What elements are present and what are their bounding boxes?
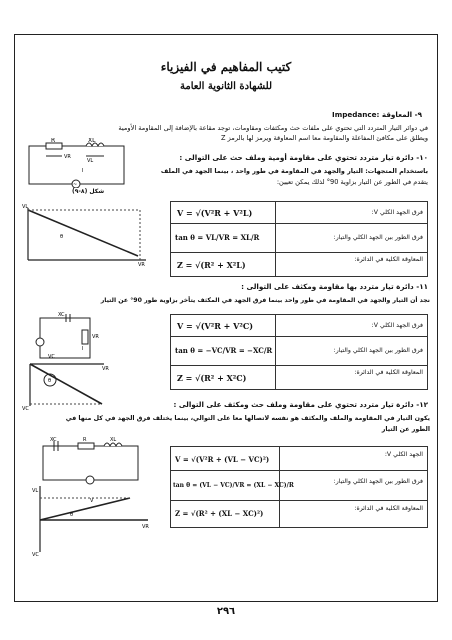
svg-text:I: I	[82, 346, 84, 352]
section9-line2: ويطلق على مكافئ المفاعلة والمقاومة معا اسم المعاوقة ويرمز لها بالرمز Z	[221, 134, 428, 142]
svg-text:θ: θ	[48, 378, 52, 384]
book-title: كتيب المفاهيم في الفيزياء	[160, 60, 292, 74]
svg-text:VR: VR	[92, 334, 99, 340]
svg-text:I: I	[82, 168, 84, 174]
svg-text:VC: VC	[22, 406, 29, 412]
section9-heading: ٩- المعاوقة :Impedance	[332, 110, 422, 119]
svg-text:θ: θ	[70, 512, 74, 518]
label-voltage-rl: فرق الجهد الكلي V:	[371, 209, 423, 216]
section12-equations	[170, 446, 428, 528]
section10-equations	[170, 201, 428, 277]
svg-text:VR: VR	[138, 262, 145, 268]
figure-caption: شكل (٨-٩)	[72, 188, 105, 195]
eq-impedance-rl: Z = √(R² + X²L)	[177, 260, 246, 270]
section11-line1: نجد أن التيار والجهد في المقاومة في طور واحد بينما فرق الجهد في المكثف يتأخر بزاوية طور 90° عن التيار	[100, 297, 430, 304]
eq-tan-rl: tan θ = VL/VR = XL/R	[175, 233, 260, 242]
svg-text:~: ~	[73, 182, 78, 188]
label-voltage-rlc: الجهد الكلي V:	[384, 451, 423, 458]
section12-heading: ١٢- دائرة تيار متردد تحتوي على مقاومة وملف حث ومكثف على التوالى :	[173, 400, 428, 409]
eq-voltage-rlc: V = √(V²R + (VL − VC)²)	[175, 455, 270, 464]
section10-line1: باستخدام المتجهات: التيار والجهد في المقاومة في طور واحد ، بينما الجهد في الملف	[160, 167, 428, 175]
label-impedance-rl: المعاوقة الكلية في الدائرة:	[354, 256, 423, 263]
label-impedance-rlc: المعاوقة الكلية في الدائرة:	[354, 505, 423, 512]
eq-impedance-rlc: Z = √(R² + (XL − XC)²)	[175, 509, 264, 518]
svg-text:VC: VC	[32, 552, 39, 557]
section9-line1: في دوائر التيار المتردد التي تحتوي على ملفات حث ومكثفات ومقاومات، توجد مقاعة بالإضافة إلى المقاومة الأومية	[118, 124, 428, 132]
eq-tan-rlc: tan θ = (VL − VC)/VR = (XL − XC)/R	[173, 482, 294, 489]
rl-phasor-diagram	[20, 198, 160, 268]
label-tan-rl: فرق الطور بين الجهد الكلي والتيار:	[333, 234, 423, 241]
svg-text:VL: VL	[32, 488, 39, 494]
eq-voltage-rl: V = √(V²R + V²L)	[177, 208, 253, 218]
svg-text:XC: XC	[58, 312, 65, 318]
svg-text:VR: VR	[64, 154, 71, 160]
svg-text:XC: XC	[50, 437, 57, 443]
section12-line1: يكون التيار في المقاومة والملف والمكثف هو نفسه لاتصالها معا على التوالي، بينما يختلف فرق الجهد في كل منها في	[65, 415, 430, 422]
label-voltage-rc: فرق الجهد الكلي V:	[371, 322, 423, 329]
svg-text:VR: VR	[142, 524, 149, 530]
svg-text:VL: VL	[87, 158, 94, 164]
rlc-phasor-diagram	[30, 482, 160, 557]
section12-line2: الطور عن التيار	[381, 426, 430, 433]
section11-equations	[170, 314, 428, 390]
label-tan-rc: فرق الطور بين الجهد الكلي والتيار:	[333, 347, 423, 354]
svg-text:VR: VR	[102, 366, 109, 372]
label-impedance-rc: المعاوقة الكلية في الدائرة:	[354, 369, 423, 376]
rlc-circuit-diagram	[38, 436, 148, 486]
svg-text:XL: XL	[110, 437, 117, 443]
eq-voltage-rc: V = √(V²R + V²C)	[177, 321, 254, 331]
svg-text:θ: θ	[60, 234, 64, 240]
page-number: ٢٩٦	[216, 606, 236, 617]
svg-text:R: R	[51, 138, 56, 144]
eq-tan-rc: tan θ = −VC/VR = −XC/R	[175, 346, 273, 355]
svg-text:V: V	[90, 498, 94, 504]
svg-text:VC: VC	[48, 354, 55, 360]
rl-circuit-diagram	[24, 138, 144, 188]
svg-text:R: R	[83, 437, 87, 443]
eq-impedance-rc: Z = √(R² + X²C)	[177, 373, 247, 383]
section11-heading: ١١- دائرة تيار متردد بها مقاومة ومكثف على التوالى :	[241, 282, 428, 291]
svg-text:VL: VL	[22, 204, 29, 210]
svg-text:XL: XL	[88, 138, 96, 144]
book-subtitle: للشهادة الثانوية العامة	[180, 81, 272, 92]
section10-line2: يتقدم في الطور عن التيار بزاوية 90° لذلك يمكن تعيين:	[276, 178, 428, 186]
section10-heading: ١٠- دائرة تيار متردد تحتوي على مقاومة أومية وملف حث على التوالى :	[179, 153, 428, 162]
rc-phasor-diagram	[22, 360, 112, 415]
label-tan-rlc: فرق الطور بين الجهد الكلي والتيار:	[333, 478, 423, 485]
